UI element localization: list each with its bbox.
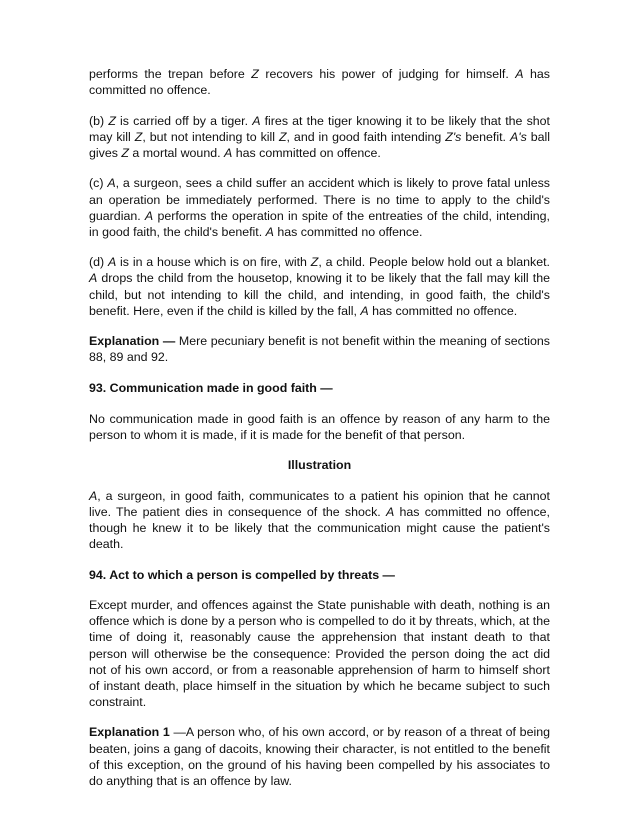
explanation-92 [89,333,550,365]
text-run: benefit. [461,129,510,144]
text-run: , a child. People below hold out a blanket. [318,255,550,270]
text-run: has committed no offence, though he knew it to be likely that the communication might cause the patient's death. [89,504,551,552]
italic-run: A [89,488,98,503]
text-run: recovers his power of judging for himself. [258,67,516,81]
text-run: has committed no offence. [368,303,518,318]
italic-run: A [515,67,524,81]
paragraph-illustration-c [89,175,550,239]
text-run: is carried off by a tiger. [115,113,253,128]
explanation-label: Explanation — [89,334,176,349]
paragraph-illustration-b [89,113,550,161]
section-93-illustration [89,488,550,552]
italic-run: A [107,176,116,191]
text-run: , but not intending to kill [142,129,279,144]
paragraph-trepan [89,66,550,98]
italic-run: A [360,303,369,318]
italic-run: Z [278,129,287,144]
italic-run: Z [251,67,259,81]
text-run: fires at the tiger knowing it to be likely that the shot may kill [89,113,550,144]
italic-run: Z [121,145,129,160]
text-run: performs the operation in spite of the entreaties of the child, intending, in good faith, the child's benefit. [89,208,550,239]
text-run: , and in good faith intending [286,129,446,144]
text-run: , a surgeon, sees a child suffer an accident which is likely to prove fatal unless an operation be immediately performed. There is no time to apply to the child's guardian. [89,176,550,223]
text-run: performs the trepan before [89,67,252,81]
italic-run: A [107,255,117,270]
italic-run: Z's [445,129,462,144]
italic-run: A [224,145,233,160]
text-run: a mortal wound. [128,145,224,160]
text-run: has committed no offence. [273,224,423,239]
italic-run: Z [310,255,319,270]
italic-run: A [144,208,154,223]
explanation-label: Explanation 1 [89,725,170,740]
section-93-body: No communication made in good faith is an offence by reason of any harm to the person to whom it is made, if it is made for the benefit of that person. [89,411,550,442]
italic-run: Z [108,113,116,128]
italic-run: A [252,113,261,128]
italic-run: A [265,224,274,239]
italic-run: A [89,271,98,286]
text-run: (d) [89,255,108,270]
text-run: is in a house which is on fire, with [116,255,311,270]
text-run: has committed on offence. [232,145,381,160]
text-run: , a surgeon, in good faith, communicates to a patient his opinion that he cannot live. The patient dies in consequence of the shock. [89,488,550,519]
section-93-heading: 93. Communication made in good faith — [89,380,333,395]
illustration-heading: Illustration [287,458,352,473]
explanation-text: —A person who, of his own accord, or by reason of a threat of being beaten, joins a gang of dacoits, knowing their character, is not entitled to the benefit of this exception, on the ground of his having been compelled by his associates to do anything that is an offence by law. [89,725,550,788]
section-94-explanation-1 [89,724,550,788]
italic-run: A's [509,129,527,144]
text-run: (b) [89,113,109,128]
section-94-heading: 94. Act to which a person is compelled by threats — [89,567,395,582]
paragraph-illustration-d [89,254,550,318]
section-94-body: Except murder, and offences against the State punishable with death, nothing is an offence which is done by a person who is compelled to do it by threats, which, at the time of doing it, reasonably cause the apprehension that instant death to that person will otherwise be the consequence: Provided the person doing the act did not of his own accord, or from a reasonable apprehension of harm to himself short of instant death, place himself in the situation by which he became subject to such constraint. [89,598,550,709]
text-run: (c) [89,176,108,191]
italic-run: Z [134,129,143,144]
italic-run: A [386,504,395,519]
explanation-text: Mere pecuniary benefit is not benefit within the meaning of sections 88, 89 and 92. [89,334,550,365]
text-run: has committed no offence. [89,67,550,98]
text-run: ball gives [89,129,550,160]
text-run: drops the child from the housetop, knowing it to be likely that the fall may kill the child, but not intending to kill the child, and intending, in good faith, the child's benefit. Here, even if the child is killed by the fall, [89,271,550,318]
